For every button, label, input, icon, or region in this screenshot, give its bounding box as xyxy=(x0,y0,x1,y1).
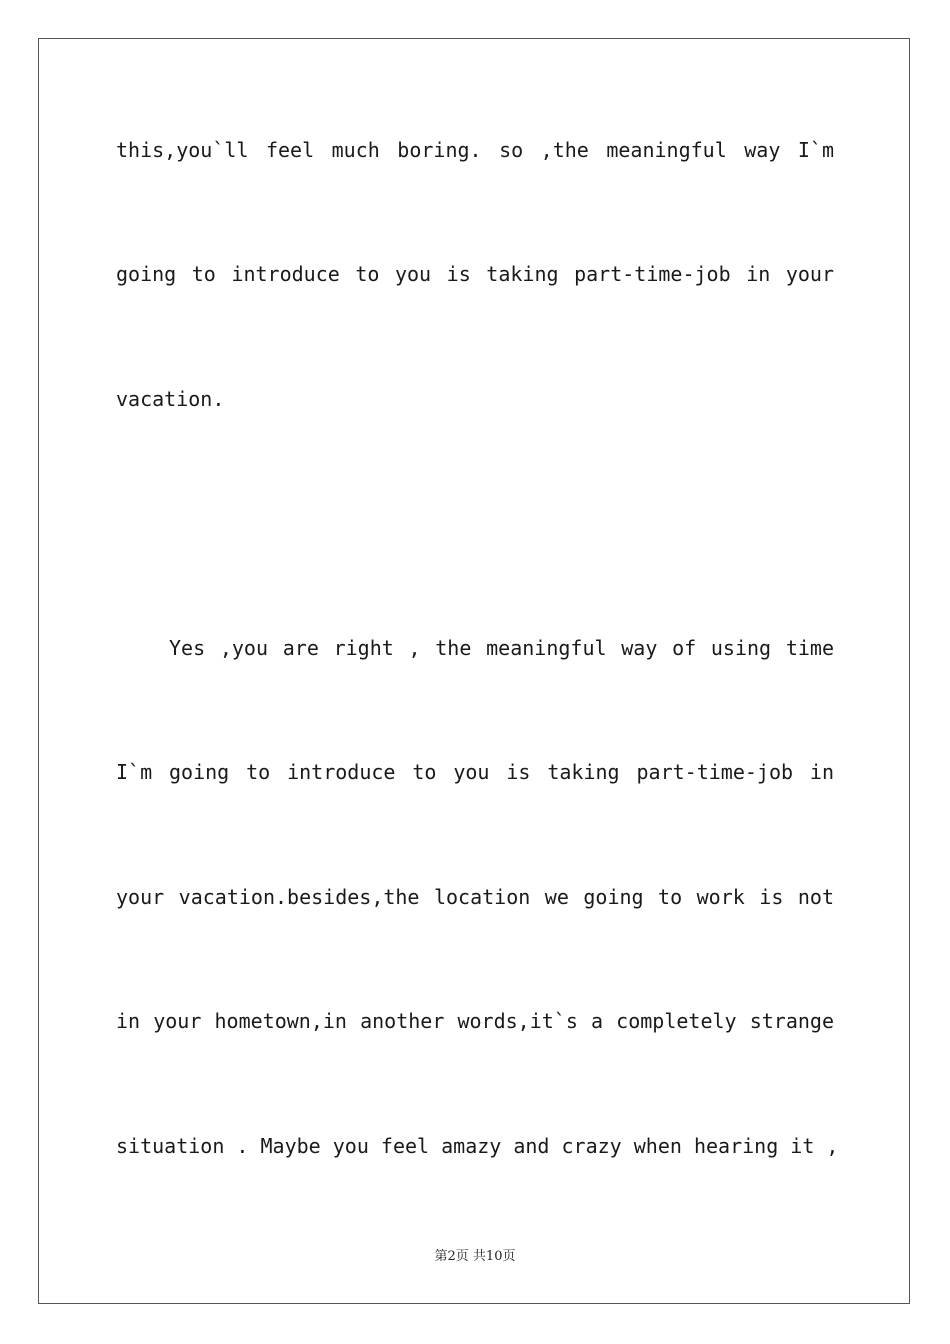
paragraph-first-line: Yes ,you are right , the meaningful way of using time xyxy=(169,636,834,660)
text-line: situation . Maybe you feel amazy and crazy when hearing it , xyxy=(116,1134,839,1158)
page-number-footer: 第2页 共10页 xyxy=(434,1249,516,1264)
text-line: in your hometown,in another words,it`s a completely strange xyxy=(116,1009,834,1033)
text-line: going to introduce to you is taking part-time-job in your xyxy=(116,262,834,286)
text-line: your vacation.besides,the location we going to work is not xyxy=(116,885,834,909)
text-line: vacation. xyxy=(116,387,225,411)
text-line: this,you`ll feel much boring. so ,the meaningful way I`m xyxy=(116,138,834,162)
text-line: I`m going to introduce to you is taking part-time-job in xyxy=(116,760,834,784)
page-border xyxy=(38,38,910,1304)
